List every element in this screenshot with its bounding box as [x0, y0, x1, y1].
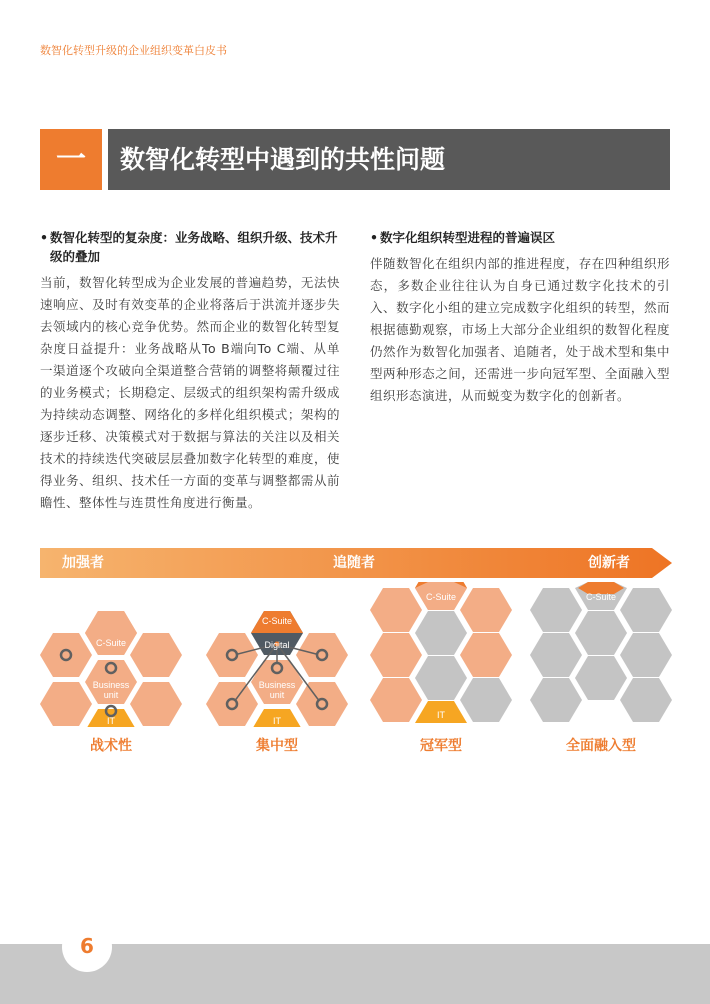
hex-label: C-Suite — [261, 616, 293, 626]
bullet-icon: • — [40, 230, 48, 245]
svg-text:Business: Business — [258, 680, 296, 690]
left-heading-text: 数智化转型的复杂度：业务战略、组织升级、技术升级的叠加 — [50, 230, 338, 264]
right-heading — [370, 228, 670, 247]
maturity-arrow — [40, 548, 672, 578]
right-paragraph: 伴随数智化在组织内部的推进程度，存在四种组织形态，多数企业往往认为自身已通过数字化技术的引入、数字化小组的建立完成数字化组织的转型，然而根据德勤观察，市场上大部分企业组织的数智化程度仍然作为数智化加强者、追随者，处于战术型和集中型两种形态之间，还需进一步向冠军型、全面融入型组织形态演进，从而蜕变为数字化的创新者。 — [370, 256, 670, 403]
right-column — [370, 228, 670, 407]
hex-label: C-Suite — [425, 592, 457, 602]
svg-text:Business: Business — [92, 680, 130, 690]
stage-label-enhancer: 加强者 — [62, 555, 104, 571]
diagram-label-centralized: 集中型 — [256, 738, 298, 754]
diagram-tactical — [40, 582, 182, 731]
diagram-label-tactical: 战术性 — [90, 738, 132, 754]
diagram-label-fully-integrated: 全面融入型 — [566, 738, 636, 754]
diagram-label-champion: 冠军型 — [420, 738, 462, 754]
section-title-bar — [40, 129, 670, 190]
hex-label: C-Suite — [585, 592, 617, 602]
svg-text:unit: unit — [269, 690, 285, 700]
left-paragraph: 当前，数智化转型成为企业发展的普遍趋势，无法快速响应、及时有效变革的企业将落后于洪流并逐步失去领域内的核心竞争优势。然而企业的数智化转型复杂度日益提升：业务战略从To B端向To C端、从单一渠道逐个攻破向全渠道整合营销的调整将颠覆过往的业务模式；长期稳定、层级式的组织架构需升级成为持续动态调整、网络化的多样化组织模式；架构的逐步迁移、决策模式对于数据与算法的关注以及相关技术的持续迭代突破层层叠加数字化转型的难度，使得业务、组织、技术任一方面的变革与调整都需从前瞻性、整体性与连贯性角度进行衡量。 — [40, 275, 340, 510]
hex-label: IT — [107, 716, 115, 726]
stage-label-innovator: 创新者 — [588, 555, 630, 571]
left-column — [40, 228, 340, 514]
diagram-centralized — [206, 582, 348, 731]
left-heading — [40, 228, 340, 266]
section-heading: 数智化转型中遇到的共性问题 — [108, 129, 670, 190]
hex-label: Digital — [264, 640, 290, 650]
page-number: 6 — [62, 922, 112, 972]
right-heading-text: 数字化组织转型进程的普遍误区 — [380, 230, 556, 245]
section-number: 一 — [40, 129, 102, 190]
bullet-icon: • — [370, 230, 378, 245]
svg-text:unit: unit — [103, 690, 119, 700]
diagram-champion — [370, 582, 512, 734]
stage-label-follower: 追随者 — [333, 555, 375, 571]
document-header-title: 数智化转型升级的企业组织变革白皮书 — [40, 44, 227, 57]
hex-label: IT — [437, 710, 445, 720]
hex-label: C-Suite — [95, 638, 127, 648]
diagram-fully-integrated — [530, 582, 672, 734]
hex-label: IT — [273, 716, 281, 726]
